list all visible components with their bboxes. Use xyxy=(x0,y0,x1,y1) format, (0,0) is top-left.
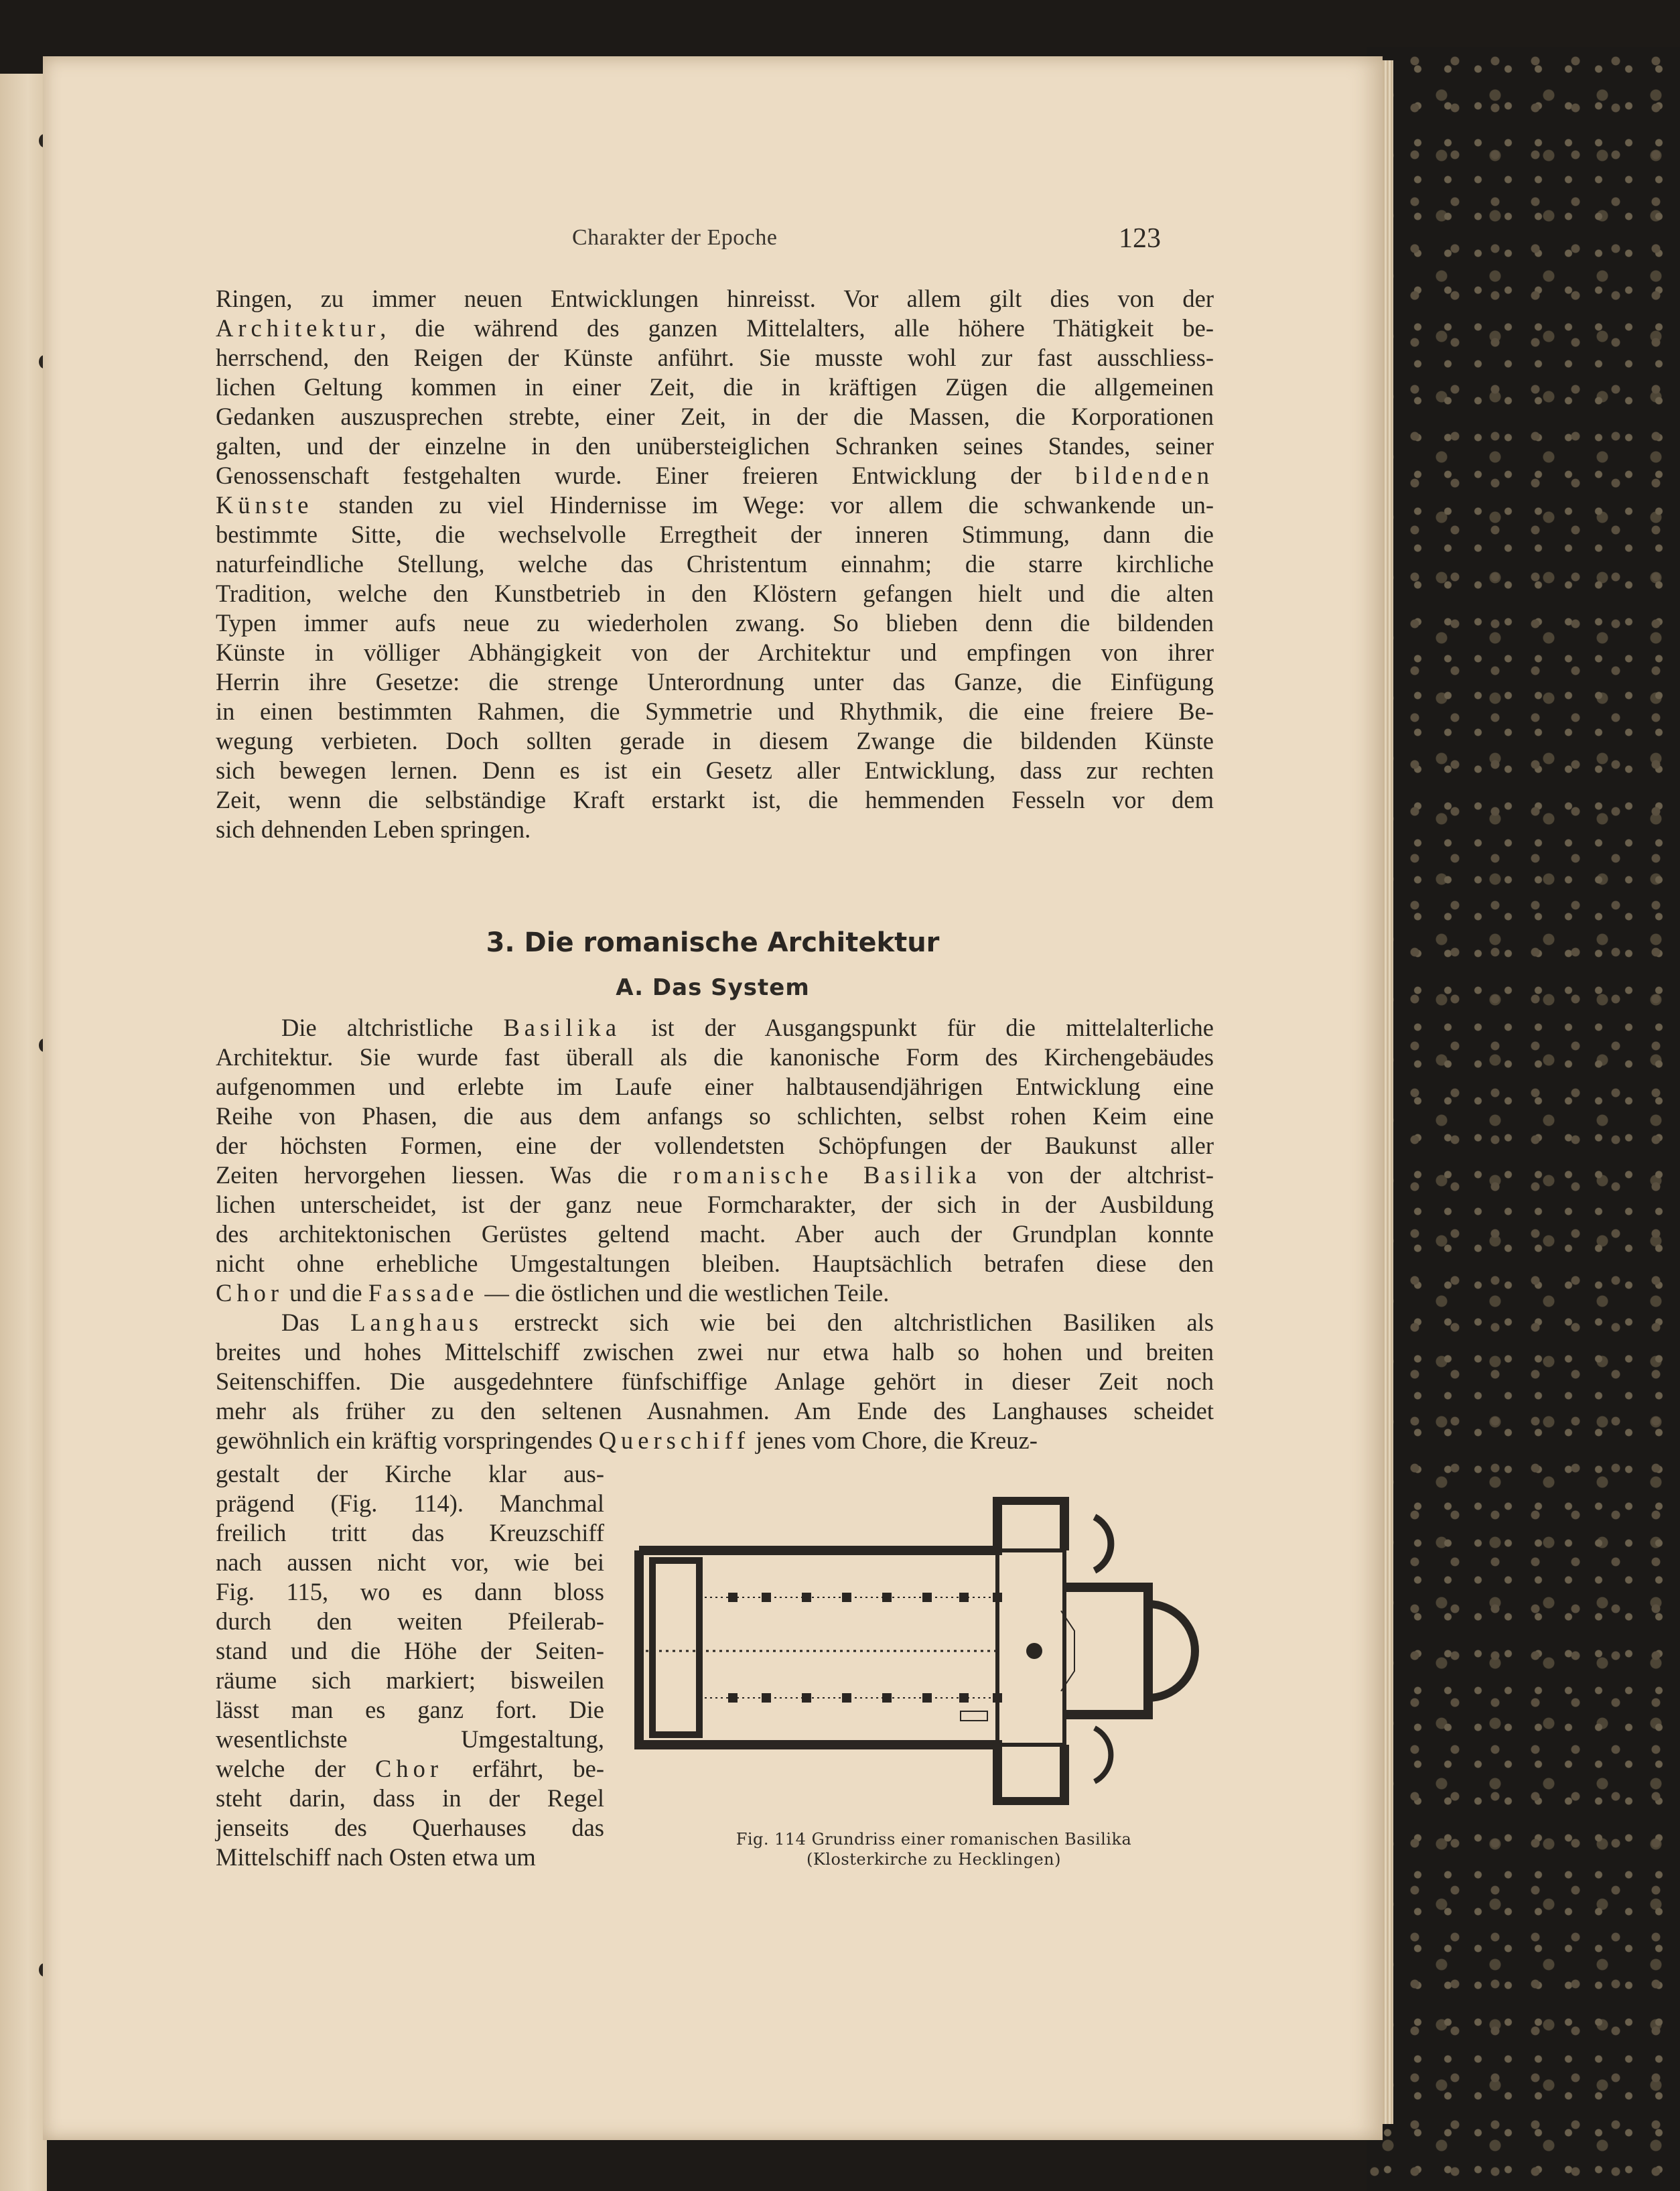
choir-wall xyxy=(1064,1587,1148,1715)
text-line xyxy=(216,314,1214,343)
text-line: durch den weiten Pfeilerab- xyxy=(216,1607,604,1635)
text-line: Mittelschiff nach Osten etwa um xyxy=(216,1843,536,1871)
altar xyxy=(1026,1643,1042,1659)
pier xyxy=(882,1693,892,1703)
text-segment: von der altchrist- xyxy=(981,1161,1214,1189)
text-line: aufgenommen und erlebte im Laufe einer halbtausendjährigen Entwicklung eine xyxy=(216,1073,1214,1100)
stair xyxy=(961,1711,987,1721)
text-line xyxy=(216,1160,1214,1190)
text-segment: Genossenschaft festgehalten wurde. Einer freieren Entwicklung der xyxy=(216,462,1076,489)
text-line: in einen bestimmten Rahmen, die Symmetrie und Rhythmik, die eine freiere Be- xyxy=(216,698,1214,725)
pier xyxy=(922,1693,932,1703)
main-apse xyxy=(1148,1604,1195,1698)
text-line: lichen Geltung kommen in einer Zeit, die in kräftigen Zügen die allgemeinen xyxy=(216,373,1214,401)
pier xyxy=(922,1593,932,1602)
paragraph-3 xyxy=(216,1308,1214,1455)
pier xyxy=(762,1693,771,1703)
spaced-emphasis: Künste xyxy=(216,491,313,519)
text-line: nicht ohne erhebliche Umgestaltungen bleiben. Hauptsächlich betrafen diese den xyxy=(216,1250,1214,1277)
spaced-emphasis: Fassade xyxy=(368,1279,479,1307)
paragraph-2 xyxy=(216,1013,1214,1308)
text-line xyxy=(216,1754,604,1784)
text-segment: ist der Ausgangspunkt für die mittelalterliche xyxy=(621,1014,1214,1041)
section-heading: 3. Die romanische Architektur xyxy=(486,927,940,958)
text-line xyxy=(216,490,1214,520)
text-line: lichen unterscheidet, ist der ganz neue Formcharakter, der sich in der Ausbildung xyxy=(216,1191,1214,1218)
caption-line-1: Fig. 114 Grundriss einer romanischen Basilika xyxy=(736,1830,1132,1849)
book-page xyxy=(43,56,1383,2140)
subsection-heading: A. Das System xyxy=(616,974,810,1001)
paragraph-1 xyxy=(216,284,1214,844)
spaced-emphasis: Basilika xyxy=(503,1014,622,1041)
spaced-emphasis: Architektur xyxy=(216,314,380,342)
text-line: Fig. 115, wo es dann bloss xyxy=(216,1578,604,1605)
text-segment: Das xyxy=(281,1309,351,1336)
text-line: Tradition, welche den Kunstbetrieb in den Klöstern gefangen hielt und die alten xyxy=(216,580,1214,607)
text-line: stand und die Höhe der Seiten- xyxy=(216,1637,604,1664)
pier xyxy=(993,1593,1002,1602)
figure-caption xyxy=(639,1829,1229,1869)
text-line xyxy=(216,1426,1214,1455)
text-line xyxy=(216,1308,1214,1337)
pier xyxy=(842,1693,851,1703)
exterior-wall xyxy=(639,1500,1064,1802)
left-page-edge xyxy=(0,74,47,2191)
text-line: breites und hohes Mittelschiff zwischen zwei nur etwa halb so hohen und breiten xyxy=(216,1338,1214,1366)
spaced-emphasis: Chor xyxy=(374,1755,443,1782)
westwork xyxy=(652,1561,699,1735)
text-line: Seitenschiffen. Die ausgedehntere fünfschiffige Anlage gehört in dieser Zeit noch xyxy=(216,1368,1214,1395)
spaced-emphasis: bildenden xyxy=(1075,462,1214,489)
text-line: jenseits des Querhauses das xyxy=(216,1814,604,1841)
text-line: Reihe von Phasen, die aus dem anfangs so schlichten, selbst rohen Keim eine xyxy=(216,1102,1214,1130)
pier xyxy=(993,1693,1002,1703)
text-line xyxy=(216,1013,1214,1043)
text-segment: gewöhnlich ein kräftig vorspringendes xyxy=(216,1426,599,1454)
text-line xyxy=(216,1278,1214,1308)
text-line: Gedanken auszusprechen strebte, einer Zeit, in der die Massen, die Korporationen xyxy=(216,403,1214,430)
pier xyxy=(762,1593,771,1602)
text-line xyxy=(216,461,1214,490)
nave-arcade-line xyxy=(699,1597,997,1698)
text-line: wegung verbieten. Doch sollten gerade in diesem Zwange die bildenden Künste xyxy=(216,727,1214,754)
north-apse xyxy=(1095,1517,1111,1571)
text-segment: welche der xyxy=(216,1755,375,1782)
text-line: mehr als früher zu den seltenen Ausnahmen. Am Ende des Langhauses scheidet xyxy=(216,1397,1214,1424)
pier xyxy=(959,1693,969,1703)
paragraph-3-wrap xyxy=(216,1459,604,1872)
spaced-emphasis: Langhaus xyxy=(350,1309,484,1336)
text-line: galten, und der einzelne in den unübersteiglichen Schranken seines Standes, seiner xyxy=(216,432,1214,460)
spaced-emphasis: Chor xyxy=(216,1279,283,1307)
text-segment: jenes vom Chore, die Kreuz- xyxy=(750,1426,1038,1454)
text-line: Künste in völliger Abhängigkeit von der Architektur und empfingen von ihrer xyxy=(216,639,1214,666)
text-line: freilich tritt das Kreuzschiff xyxy=(216,1519,604,1546)
running-head xyxy=(43,225,1383,265)
text-line: Ringen, zu immer neuen Entwicklungen hinreisst. Vor allem gilt dies von der xyxy=(216,285,1214,312)
text-line: lässt man es ganz fort. Die xyxy=(216,1696,604,1723)
text-line: Architektur. Sie wurde fast überall als die kanonische Form des Kirchengebäudes xyxy=(216,1043,1214,1071)
pier xyxy=(728,1693,738,1703)
pier xyxy=(802,1593,811,1602)
text-segment: erstreckt sich wie bei den altchristlichen Basiliken als xyxy=(483,1309,1214,1336)
text-line: nach aussen nicht vor, wie bei xyxy=(216,1548,604,1576)
text-line: Typen immer aufs neue zu wiederholen zwang. So blieben denn die bildenden xyxy=(216,609,1214,637)
text-line: naturfeindliche Stellung, welche das Christentum einnahm; die starre kirchliche xyxy=(216,550,1214,578)
text-segment: Zeiten hervorgehen liessen. Was die xyxy=(216,1161,674,1189)
text-segment: und die xyxy=(283,1279,368,1307)
text-segment: , die während des ganzen Mittelalters, alle höhere Thätigkeit be- xyxy=(380,314,1214,342)
text-line: herrschend, den Reigen der Künste anführt. Sie musste wohl zur fast ausschliess- xyxy=(216,344,1214,371)
pier xyxy=(959,1593,969,1602)
page-number: 123 xyxy=(1119,223,1161,254)
spaced-emphasis: Querschiff xyxy=(598,1426,750,1454)
text-line: bestimmte Sitte, die wechselvolle Erregtheit der inneren Stimmung, dann die xyxy=(216,521,1214,548)
pier xyxy=(842,1593,851,1602)
book-cover xyxy=(1367,47,1680,2191)
text-line: wesentlichste Umgestaltung, xyxy=(216,1725,604,1753)
text-line: räume sich markiert; bisweilen xyxy=(216,1666,604,1694)
text-line: der höchsten Formen, eine der vollendetsten Schöpfungen der Baukunst aller xyxy=(216,1132,1214,1159)
text-line: des architektonischen Gerüstes geltend macht. Aber auch der Grundplan konnte xyxy=(216,1220,1214,1248)
text-line: gestalt der Kirche klar aus- xyxy=(216,1460,604,1487)
text-segment: — die östlichen und die westlichen Teile. xyxy=(478,1279,890,1307)
running-title: Charakter der Epoche xyxy=(572,225,778,250)
text-line: Herrin ihre Gesetze: die strenge Unterordnung unter das Ganze, die Einfügung xyxy=(216,668,1214,695)
text-segment: Die altchristliche xyxy=(281,1014,504,1041)
pier xyxy=(882,1593,892,1602)
pier xyxy=(728,1593,738,1602)
text-line: prägend (Fig. 114). Manchmal xyxy=(216,1489,604,1517)
south-apse xyxy=(1095,1728,1111,1782)
caption-line-2: (Klosterkirche zu Hecklingen) xyxy=(806,1850,1062,1869)
text-line: sich bewegen lernen. Denn es ist ein Gesetz aller Entwicklung, dass zur rechten xyxy=(216,756,1214,784)
spaced-emphasis: romanische Basilika xyxy=(673,1161,981,1189)
floor-plan-figure xyxy=(632,1497,1235,1805)
text-line: steht darin, dass in der Regel xyxy=(216,1784,604,1812)
text-segment: standen zu viel Hindernisse im Wege: vor allem die schwankende un- xyxy=(313,491,1214,519)
text-segment: erfährt, be- xyxy=(442,1755,604,1782)
text-line: sich dehnenden Leben springen. xyxy=(216,815,531,843)
pier xyxy=(802,1693,811,1703)
text-line: Zeit, wenn die selbständige Kraft erstarkt ist, die hemmenden Fesseln vor dem xyxy=(216,786,1214,813)
